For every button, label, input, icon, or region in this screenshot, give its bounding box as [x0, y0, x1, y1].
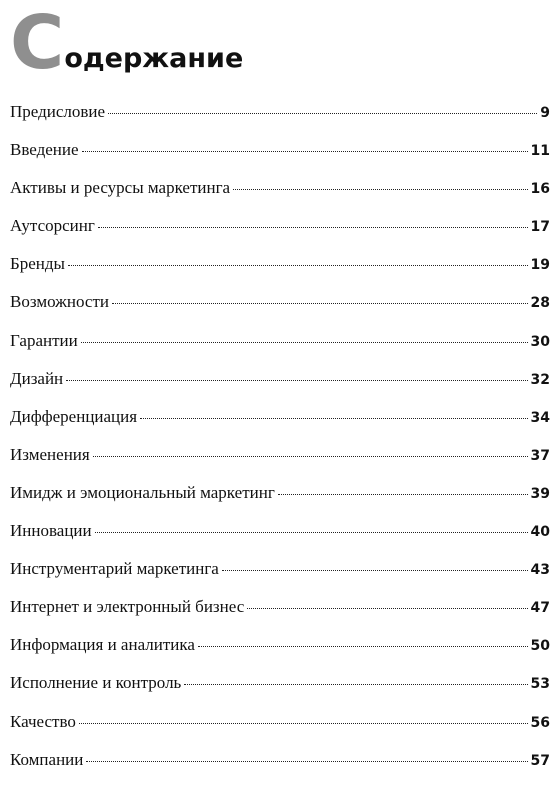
toc-page-number: 56: [530, 714, 550, 731]
toc-entry-title: Изменения: [10, 444, 90, 464]
toc-entry[interactable]: [10, 140, 550, 178]
dot-leader: [95, 532, 528, 533]
toc-entry-title: Аутсорсинг: [10, 216, 95, 236]
page-title: [10, 0, 244, 86]
toc-entry-title: Дифференциация: [10, 406, 138, 426]
dot-leader: [112, 303, 528, 304]
dot-leader: [82, 151, 528, 152]
dot-leader: [108, 113, 537, 114]
toc-entry-title: Компании: [10, 749, 84, 769]
toc-entry[interactable]: [10, 292, 550, 330]
toc-entry[interactable]: [10, 521, 550, 559]
toc-page-number: 16: [530, 181, 550, 198]
toc-entry[interactable]: [10, 483, 550, 521]
toc-entry[interactable]: [10, 407, 550, 445]
toc-entry-title: Дизайн: [10, 368, 64, 388]
toc-entry-title: Информация и аналитика: [10, 635, 195, 655]
toc-page-number: 43: [530, 562, 550, 579]
dot-leader: [66, 380, 527, 381]
toc-entry-title: Интернет и электронный бизнес: [10, 597, 245, 617]
toc-page-number: 28: [530, 295, 550, 312]
dot-leader: [198, 646, 528, 647]
toc-entry[interactable]: [10, 635, 550, 673]
toc-page-number: 17: [530, 219, 550, 236]
toc-entry[interactable]: [10, 254, 550, 292]
toc-page-number: 32: [530, 371, 550, 388]
toc-page-number: 9: [540, 105, 550, 121]
toc-entry-title: Имидж и эмоциональный маркетинг: [10, 482, 275, 502]
dot-leader: [140, 418, 527, 419]
dot-leader: [68, 265, 528, 266]
dot-leader: [98, 227, 528, 228]
toc-entry[interactable]: [10, 597, 550, 635]
toc-entry-title: Возможности: [10, 292, 109, 312]
toc-entry[interactable]: [10, 673, 550, 711]
dot-leader: [184, 684, 527, 685]
toc-page-number: 30: [530, 333, 550, 350]
toc-entry[interactable]: [10, 178, 550, 216]
page-title-text: одержание: [64, 43, 244, 74]
dot-leader: [278, 494, 528, 495]
dot-leader: [247, 608, 527, 609]
dot-leader: [86, 761, 527, 762]
toc-page-number: 57: [530, 752, 550, 769]
dot-leader: [93, 456, 528, 457]
toc-entry-title: Предисловие: [10, 102, 106, 121]
toc-entry[interactable]: [10, 216, 550, 254]
toc-page-number: 11: [530, 143, 550, 160]
toc-entry-title: Введение: [10, 140, 79, 160]
toc-page-number: 39: [530, 485, 550, 502]
toc-entry-title: Инструментарий маркетинга: [10, 559, 219, 579]
toc-page-number: 53: [530, 676, 550, 693]
toc-entry[interactable]: [10, 712, 550, 750]
toc-page-number: 37: [530, 447, 550, 464]
toc-page-number: 34: [530, 409, 550, 426]
toc-entry-title: Гарантии: [10, 330, 78, 350]
toc-entry-title: Исполнение и контроль: [10, 673, 182, 693]
table-of-contents: [10, 102, 550, 787]
dot-leader: [222, 570, 528, 571]
toc-page-number: 47: [530, 600, 550, 617]
dot-leader: [233, 189, 527, 190]
drop-cap-initial: С: [10, 0, 63, 86]
dot-leader: [79, 723, 528, 724]
toc-entry-title: Инновации: [10, 521, 92, 541]
toc-entry-title: Качество: [10, 711, 76, 731]
toc-entry[interactable]: [10, 445, 550, 483]
toc-entry[interactable]: [10, 559, 550, 597]
dot-leader: [81, 342, 528, 343]
toc-entry-title: Бренды: [10, 254, 65, 274]
toc-entry[interactable]: [10, 750, 550, 787]
toc-page-number: 40: [530, 524, 550, 541]
toc-page-number: 19: [530, 257, 550, 274]
toc-page-number: 50: [530, 638, 550, 655]
toc-entry-title: Активы и ресурсы маркетинга: [10, 178, 231, 198]
toc-entry[interactable]: [10, 331, 550, 369]
toc-entry[interactable]: [10, 102, 550, 140]
toc-entry[interactable]: [10, 369, 550, 407]
